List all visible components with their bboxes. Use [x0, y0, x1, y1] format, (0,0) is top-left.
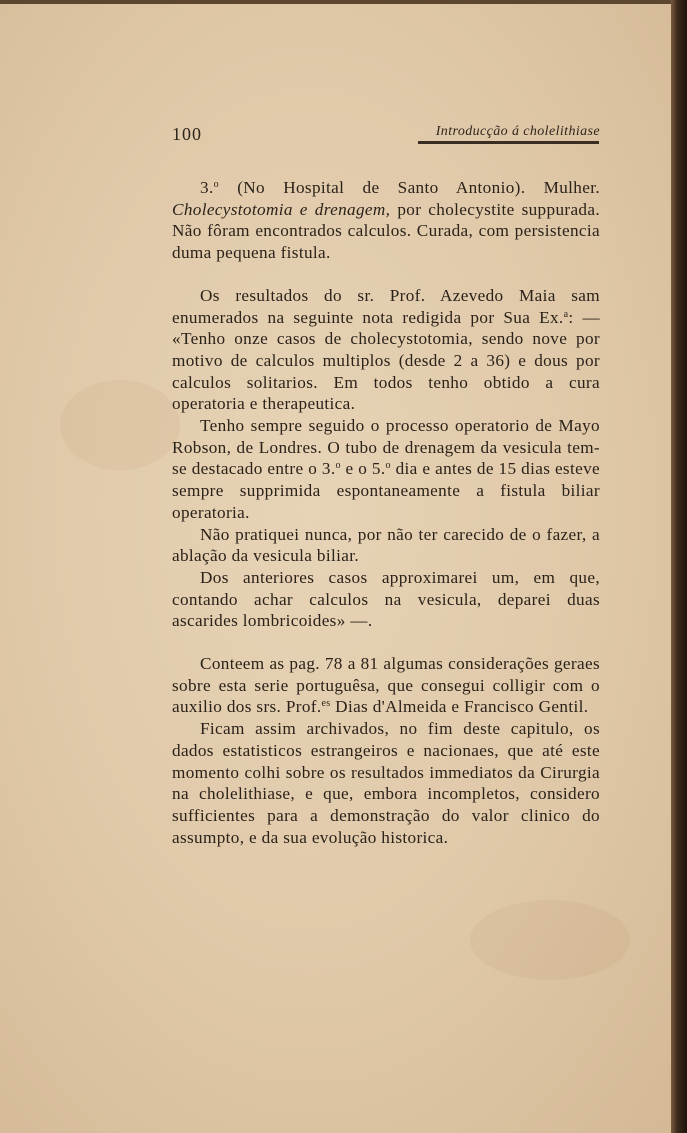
book-spine [671, 0, 687, 1133]
text-run: 3. [200, 178, 214, 197]
paragraph [172, 415, 600, 524]
paragraph [172, 718, 600, 848]
paper-stain [60, 380, 180, 470]
body-text [172, 177, 600, 848]
text-run: : — «Tenho onze casos de cholecystotomia, sendo nove por motivo de calculos multiplos (desde 2 a 36) e dous por calculos solitarios. Em todos tenho obtido a cura operatoria e therapeutica. [172, 307, 601, 414]
paragraph [172, 524, 600, 567]
superscript: es [321, 698, 331, 710]
superscript: o [335, 460, 341, 472]
paragraph-gap [172, 632, 600, 653]
paper-stain [470, 900, 630, 980]
paragraph [172, 285, 600, 415]
text-run: Conteem as pag. 78 a 81 algumas considerações geraes sobre esta serie portuguêsa, que consegui colligir com o auxilio dos srs. Prof. [172, 654, 600, 717]
page-number: 100 [172, 124, 202, 144]
text-run: Não pratiquei nunca, por não ter carecido de o fazer, a ablação da vesicula biliar. [172, 524, 600, 566]
page-top-edge [0, 0, 687, 4]
text-run: Ficam assim archivados, no fim deste capitulo, os dados estatisticos estrangeiros e nacionaes, que até este momento colhi sobre os resultados immediatos da Cirurgia na cholelithiase, e que, embora incompletos, considero sufficientes para a demonstração do valor clinico do assumpto, e da sua evolução historica. [172, 719, 600, 847]
text-run: Tenho sempre seguido o processo operatorio de Mayo Robson, de Londres. O tubo de drenagem da vesicula tem-se destacado entre o 3. [172, 416, 600, 479]
paragraph-gap [172, 264, 600, 285]
text-run: Os resultados do sr. Prof. Azevedo Maia sam enumerados na seguinte nota redigida por Sua Ex. [172, 285, 600, 327]
italic-text: Cholecystotomia e drenagem, [172, 199, 391, 219]
text-run: dia e antes de 15 dias esteve sempre supprimida espontaneamente a fistula biliar operatoria. [172, 459, 600, 522]
superscript: a [563, 308, 569, 320]
text-run: Dos anteriores casos approximarei um, em que, contando achar calculos na vesicula, deparei duas ascarides lombricoides» —. [172, 567, 600, 631]
paragraph [172, 653, 600, 718]
superscript: o [385, 460, 391, 472]
paragraph [172, 177, 600, 264]
running-title: Introducção á cholelithiase [435, 124, 600, 139]
text-run: (No Hospital de Santo Antonio). Mulher. [218, 178, 600, 197]
superscript: o [213, 179, 219, 190]
text-run: por cholecystite suppurada. Não fôram encontrados calculos. Curada, com persistencia duma pequena fistula. [172, 199, 601, 263]
header-rule [418, 141, 599, 144]
paragraph [172, 567, 600, 632]
text-run: e o 5. [340, 459, 386, 479]
text-run: Dias d'Almeida e Francisco Gentil. [330, 697, 589, 717]
